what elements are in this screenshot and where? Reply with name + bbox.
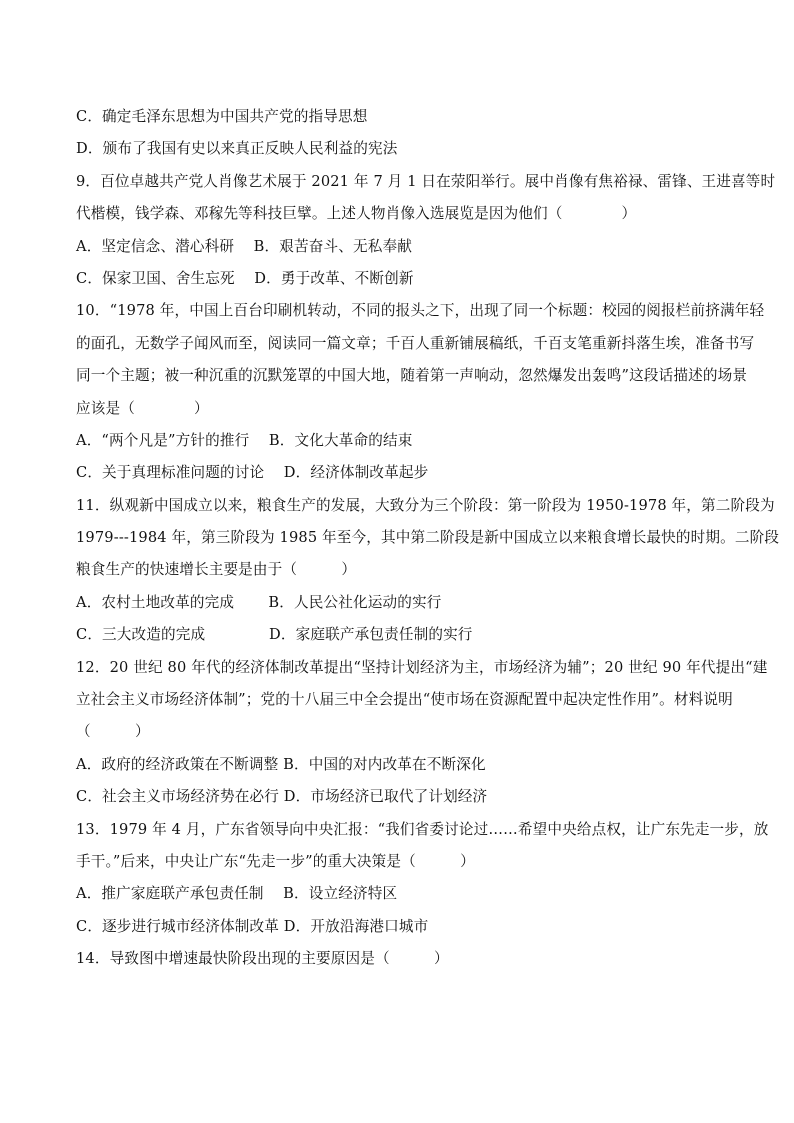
q12-stem-line-1: 12．20 世纪 80 年代的经济体制改革提出“坚持计划经济为主，市场经济为辅”；20 世纪 90 年代提出“建	[76, 658, 768, 676]
q10-stem-line-2: 的面孔，无数学子闻风而至，阅读同一篇文章；千百人重新铺展稿纸，千百支笔重新抖落生埃，准备书写	[76, 334, 755, 352]
q13-stem-line-1: 13．1979 年 4 月，广东省领导向中央汇报：“我们省委讨论过……希望中央给点权，让广东先走一步，放	[76, 820, 769, 838]
q10-stem-line-1: 10．“1978 年，中国上百台印刷机转动，不同的报头之下，出现了同一个标题：校园的阅报栏前挤满年轻	[76, 302, 765, 320]
q9-stem-line-1: 9．百位卓越共产党人肖像艺术展于 2021 年 7 月 1 日在荥阳举行。展中肖像有焦裕禄、雷锋、王进喜等时	[76, 172, 776, 190]
q13-options-cd: C．逐步进行城市经济体制改革 D．开放沿海港口城市	[76, 917, 429, 935]
q12-options-cd: C．社会主义市场经济势在必行 D．市场经济已取代了计划经济	[76, 788, 488, 806]
q12-options-ab: A．政府的经济政策在不断调整 B．中国的对内改革在不断深化	[76, 755, 486, 773]
q11-options-cd: C．三大改造的完成 D．家庭联产承包责任制的实行	[76, 626, 473, 644]
q9-options-cd: C．保家卫国、舍生忘死 D．勇于改革、不断创新	[76, 269, 414, 287]
q12-stem-line-2: 立社会主义市场经济体制”；党的十八届三中全会提出“使市场在资源配置中起决定性作用”。材料说明	[76, 691, 733, 709]
q10-stem-line-4: 应该是（ ）	[76, 399, 209, 417]
q8-option-d: D．颁布了我国有史以来真正反映人民利益的宪法	[76, 140, 398, 158]
q8-option-c: C．确定毛泽东思想为中国共产党的指导思想	[76, 108, 368, 125]
question-document	[76, 101, 780, 976]
q13-options-ab: A．推广家庭联产承包责任制 B．设立经济特区	[76, 885, 398, 903]
q14-stem: 14．导致图中增速最快阶段出现的主要原因是（ ）	[76, 950, 449, 968]
q10-stem-line-3: 同一个主题；被一种沉重的沉默笼罩的中国大地，随着第一声响动，忽然爆发出轰鸣”这段话描述的场景	[76, 367, 748, 385]
q9-stem-line-2: 代楷模，钱学森、邓稼先等科技巨擘。上述人物肖像入选展览是因为他们（ ）	[76, 205, 637, 223]
q10-options-ab: A．“两个凡是”方针的推行 B．文化大革命的结束	[76, 431, 413, 449]
q9-options-ab: A．坚定信念、潜心科研 B．艰苦奋斗、无私奉献	[76, 237, 412, 255]
q11-stem-line-3: 粮食生产的快速增长主要是由于（ ）	[76, 561, 357, 579]
q11-stem-line-1: 11．纵观新中国成立以来，粮食生产的发展，大致分为三个阶段：第一阶段为 1950-1978 年，第二阶段为	[76, 496, 775, 514]
q11-options-ab: A．农村土地改革的完成 B．人民公社化运动的实行	[76, 593, 442, 611]
q12-stem-line-3: （ ）	[76, 723, 150, 741]
q11-stem-line-2: 1979---1984 年，第三阶段为 1985 年至今，其中第二阶段是新中国成立以来粮食增长最快的时期。二阶段	[76, 529, 780, 547]
q10-options-cd: C．关于真理标准问题的讨论 D．经济体制改革起步	[76, 464, 429, 482]
q13-stem-line-2: 手干。”后来，中央让广东“先走一步”的重大决策是（ ）	[76, 852, 475, 870]
